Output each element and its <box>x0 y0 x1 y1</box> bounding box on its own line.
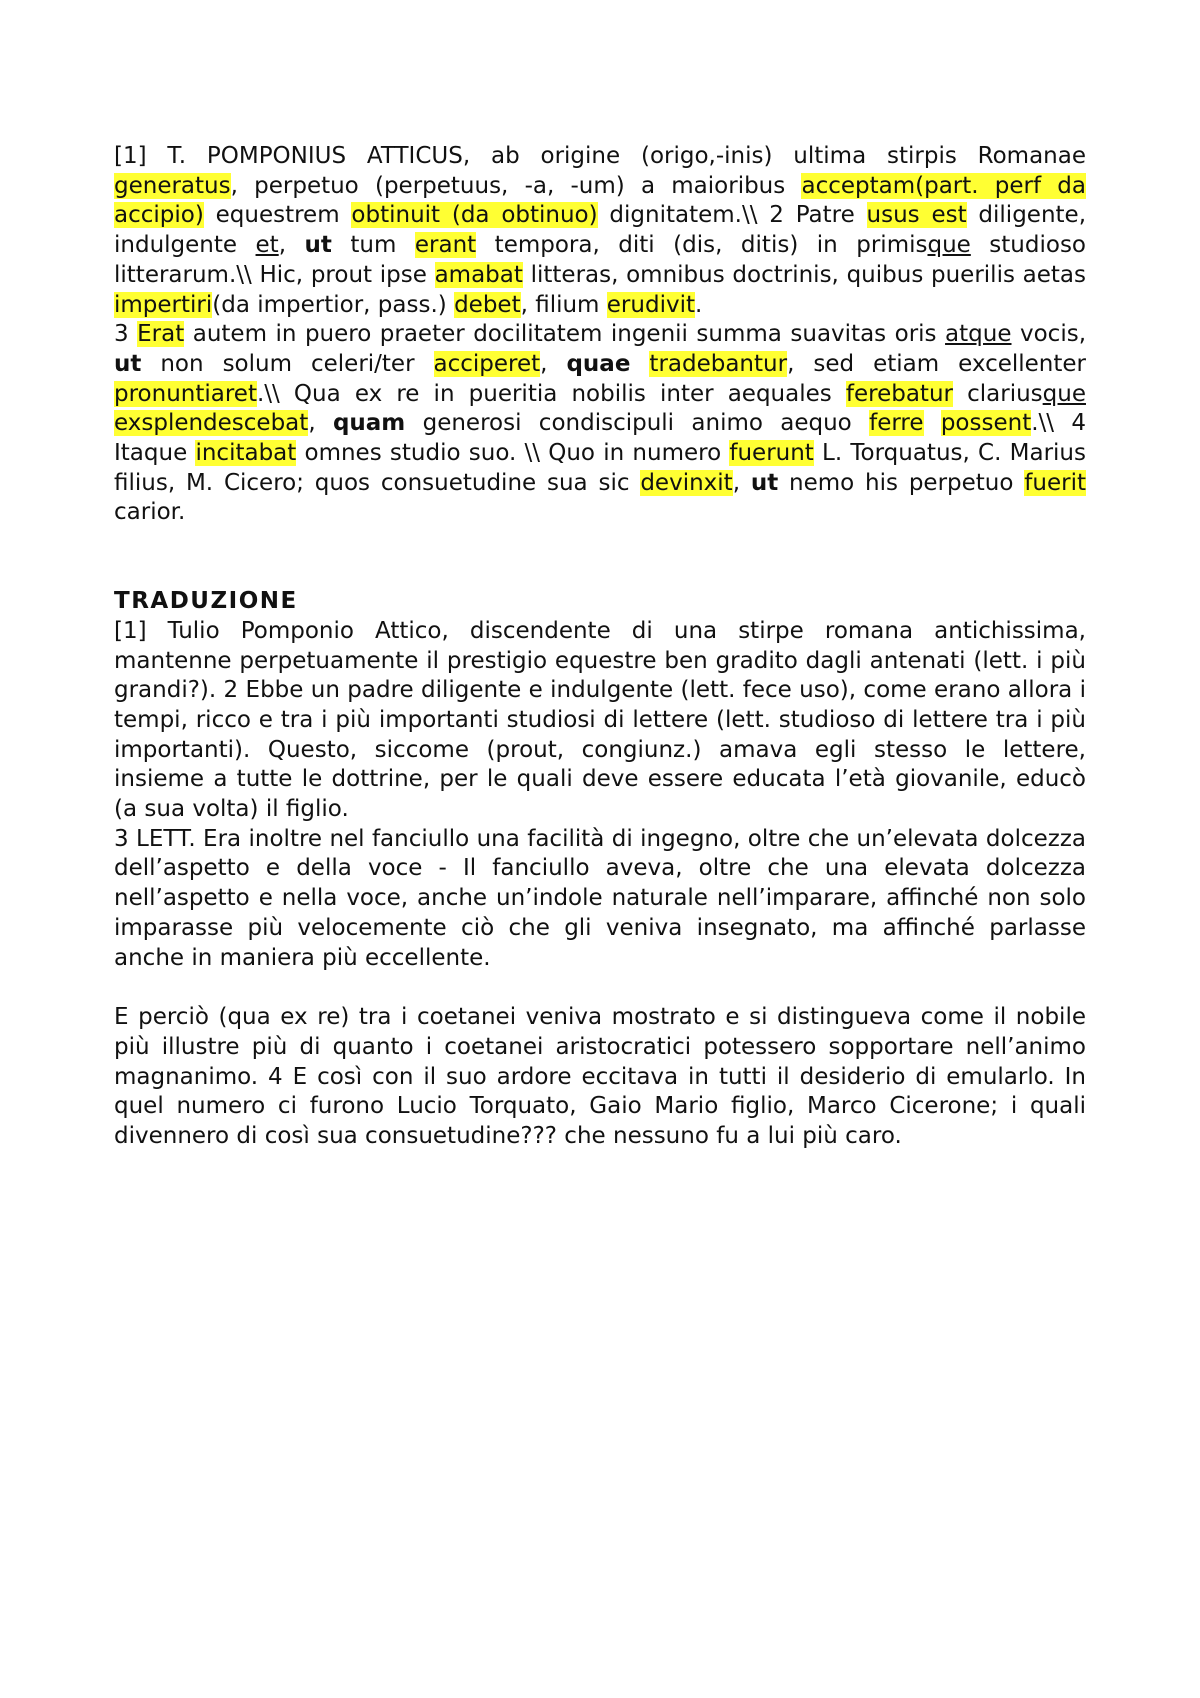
underlined-term: et <box>255 232 279 259</box>
highlighted-term: fuerit <box>1024 469 1086 496</box>
highlighted-term: impertiri <box>114 291 213 318</box>
underlined-term: atque <box>945 321 1012 348</box>
highlighted-term: usus est <box>866 202 967 229</box>
underlined-term: que <box>927 232 971 259</box>
highlighted-term: erudivit <box>606 291 695 318</box>
highlighted-term: acciperet <box>433 350 541 377</box>
translation-paragraph-1: [1] Tulio Pomponio Attico, discendente di una stirpe romana antichissima, mantenne perpetuamente il prestigio equestre ben gradito dagli antenati (lett. i più grandi?). 2 Ebbe un padre diligente e indulgente (lett. fece uso), come erano allora i tempi, ricco e tra i più importanti studiosi di lettere (lett. studioso di lettere tra i più importanti). Questo, siccome (prout, congiunz.) amava egli stesso le lettere, insieme a tutte le dottrine, per le quali deve essere educata l’età giovanile, educò (a sua volta) il figlio. <box>114 617 1086 823</box>
bold-term: ut <box>304 232 332 259</box>
translation-paragraph-2: 3 LETT. Era inoltre nel fanciullo una facilità di ingegno, oltre che un’elevata dolcezza dell’aspetto e della voce - Il fanciullo aveva, oltre che una elevata dolcezza nell’aspetto e nella voce, anche un’indole naturale nell’imparare, affinché non solo imparasse più velocemente ciò che gli veniva insegnato, ma affinché parlasse anche in maniera più eccellente. <box>114 825 1086 971</box>
highlighted-term: obtinuit (da obtinuo) <box>351 202 598 229</box>
highlighted-term: pronuntiaret <box>114 380 257 407</box>
highlighted-term: Erat <box>137 321 185 348</box>
highlighted-term: fuerunt <box>729 440 814 467</box>
bold-term: ut <box>114 350 142 377</box>
highlighted-term: ferebatur <box>845 380 953 407</box>
translation-heading: TRADUZIONE <box>114 588 298 615</box>
bold-term: quam <box>332 410 406 437</box>
highlighted-term: ferre <box>869 410 924 437</box>
highlighted-term: exsplendescebat <box>114 410 309 437</box>
highlighted-term: possent <box>940 410 1032 437</box>
translation-paragraph-3: E perciò (qua ex re) tra i coetanei veniva mostrato e si distingueva come il nobile più illustre più di quanto i coetanei aristocratici potessero sopportare nell’animo magnanimo. 4 E così con il suo ardore eccitava in tutti il desiderio di emularlo. In quel numero ci furono Lucio Torquato, Gaio Mario figlio, Marco Cicerone; i quali divennero di così sua consuetudine??? che nessuno fu a lui più caro. <box>114 1004 1086 1150</box>
bold-term: ut <box>750 469 779 496</box>
highlighted-term: generatus <box>114 172 231 199</box>
bold-term: quae <box>566 350 631 377</box>
highlighted-term: tradebantur <box>649 350 788 377</box>
highlighted-term: amabat <box>434 261 523 288</box>
highlighted-term: erant <box>414 232 477 259</box>
latin-paragraph-1: [1] T. POMPONIUS ATTICUS, ab origine (origo,-inis) ultima stirpis Romanae generatus, perpetuo (perpetuus, -a, -um) a maioribus acceptam(part. perf da accipio) equestrem obtinuit (da obtinuo) dignitatem.\\ 2 Patre usus est diligente, indulgente et, ut tum erant tempora, diti (dis, ditis) in primisque studioso litterarum.\\ Hic, prout ipse amabat litteras, omnibus doctrinis, quibus puerilis aetas impertiri(da impertior, pass.) debet, filium erudivit. <box>114 143 1087 318</box>
latin-paragraph-2: 3 Erat autem in puero praeter docilitatem ingenii summa suavitas oris atque vocis, ut non solum celeri/ter acciperet, quae tradebantur, sed etiam excellenter pronuntiaret.\\ Qua ex re in pueritia nobilis inter aequales ferebatur clariusque exsplendescebat, quam generosi condiscipuli animo aequo ferre possent.\\ 4 Itaque incitabat omnes studio suo. \\ Quo in numero fuerunt L. Torquatus, C. Marius filius, M. Cicero; quos consuetudine sua sic devinxit, ut nemo his perpetuo fuerit carior. <box>114 321 1087 526</box>
document-page <box>114 142 1086 1152</box>
underlined-term: que <box>1042 380 1086 407</box>
highlighted-term: acceptam(part. perf da accipio) <box>114 172 1086 229</box>
highlighted-term: incitabat <box>195 440 297 467</box>
highlighted-term: devinxit <box>640 469 733 496</box>
highlighted-term: debet <box>454 291 521 318</box>
